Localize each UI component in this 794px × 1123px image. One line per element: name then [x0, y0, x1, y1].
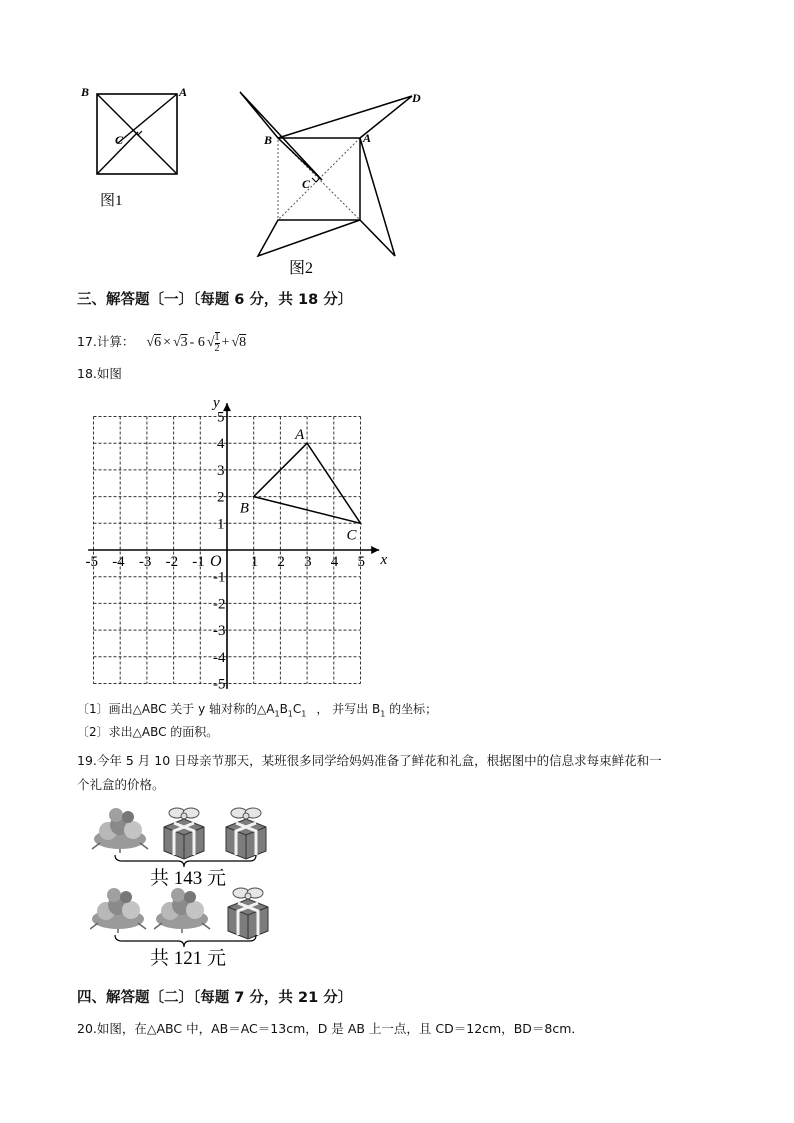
x-tick-label: 4	[330, 554, 339, 570]
y-tick-label: -4	[213, 649, 226, 666]
radicand-2: 3	[180, 335, 188, 350]
q17-formula: √6 × √3 - 6 √ $\frac{1}{2}$ + √8	[146, 332, 247, 354]
x-axis-label: x	[380, 552, 388, 568]
x-tick-label: -4	[112, 554, 125, 570]
blade-bottom-left	[258, 220, 360, 256]
question-20: 20.如图，在△ABC 中，AB＝AC＝13cm，D 是 AB 上一点，且 CD＝12cm，BD＝8cm．	[77, 1021, 584, 1036]
y-tick-label: -1	[213, 569, 226, 586]
label-c: C	[115, 133, 124, 147]
y-tick-label: 5	[217, 409, 225, 426]
fraction-denominator: 2	[214, 343, 220, 354]
row-2-total: 共 121 元	[150, 948, 227, 969]
blade-bottom-right	[360, 138, 395, 256]
point-label-c: C	[346, 527, 357, 544]
flower-icon	[90, 888, 146, 933]
figure-2-caption: 图2	[289, 260, 314, 277]
x-tick-label: -2	[165, 554, 179, 570]
y-tick-label: -3	[213, 623, 226, 640]
x-tick-label: 5	[357, 554, 365, 570]
y-tick-label: 3	[217, 462, 225, 479]
point-label-a: A	[295, 427, 305, 444]
blade-top-left	[240, 92, 322, 180]
y-tick-label: 2	[217, 489, 225, 506]
x-tick-label: 1	[250, 554, 259, 570]
q17-prefix: 17.计算：	[77, 334, 135, 349]
label-a: A	[179, 85, 188, 99]
y-tick-label: 1	[217, 516, 225, 533]
gift-box-icon	[164, 808, 204, 859]
x-axis-arrow	[371, 546, 379, 554]
section-3-title: 三、解答题〔一〕〔每题 6 分，共 18 分〕	[77, 292, 353, 308]
x-tick-label: -3	[138, 554, 152, 570]
label-a: A	[363, 131, 372, 145]
times-sign: ×	[163, 335, 171, 350]
origin-label: O	[210, 553, 222, 570]
x-tick-label: -1	[192, 554, 205, 570]
label-c: C	[302, 177, 311, 191]
right-angle-mark	[312, 178, 320, 182]
row-1-total: 共 143 元	[150, 868, 227, 889]
coordinate-graph	[80, 390, 390, 690]
segment-ac	[118, 94, 177, 143]
q19-line-2: 个礼盒的价格。	[77, 777, 165, 792]
x-tick-label: -5	[85, 554, 98, 570]
y-tick-label: 4	[217, 436, 225, 453]
blade-top-right	[278, 96, 412, 138]
point-label-b: B	[239, 500, 249, 517]
figure-1	[78, 84, 188, 214]
figure-1-caption: 图1	[100, 193, 123, 209]
label-d: D	[412, 91, 421, 105]
x-tick-label: 3	[304, 554, 312, 570]
q19-line-1: 19.今年 5 月 10 日母亲节那天，某班很多同学给妈妈准备了鲜花和礼盒，根据图中的信息求每束鲜花和一	[77, 753, 662, 768]
flower-icon	[154, 888, 210, 933]
radicand-3: 8	[239, 335, 247, 350]
section-4-title: 四、解答题〔二〕〔每题 7 分，共 21 分〕	[77, 990, 353, 1006]
flower-icon	[92, 808, 148, 853]
y-axis-label: y	[213, 395, 220, 412]
q18-prefix: 18.如图	[77, 366, 122, 381]
y-tick-label: -2	[213, 596, 226, 613]
plus-sign: +	[221, 335, 230, 350]
radicand-1: 6	[154, 335, 162, 350]
question-17	[77, 332, 246, 354]
minus-six: - 6	[189, 335, 205, 350]
x-tick-label: 2	[277, 554, 285, 570]
label-b: B	[264, 133, 273, 147]
q18-part-1: 〔1〕画出△ABC 关于 y 轴对称的$\triangle A_1B_1C_1$ ， 并写出 $B_1$ 的坐标；	[77, 702, 438, 719]
gift-box-icon	[226, 808, 266, 859]
q19-illustration	[90, 805, 290, 970]
y-tick-label: -5	[213, 676, 226, 690]
label-b: B	[81, 85, 90, 99]
gift-box-icon	[228, 888, 268, 939]
fraction-numerator: 1	[214, 332, 220, 343]
row-2-brace	[115, 935, 256, 947]
q18-part-2: 〔2〕求出△ABC 的面积。	[77, 725, 219, 739]
figure-2	[230, 84, 430, 280]
